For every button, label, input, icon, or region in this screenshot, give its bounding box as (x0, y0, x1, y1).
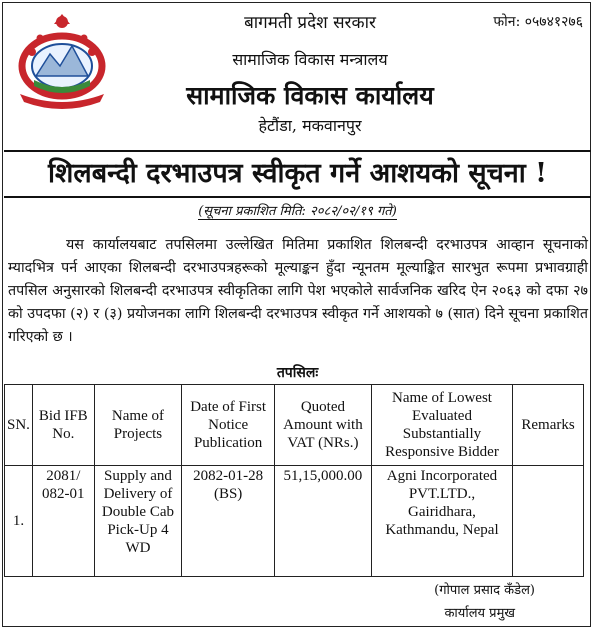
table-header-row (5, 385, 584, 466)
cell-quoted-amount: 51,15,000.00 (275, 466, 372, 577)
cell-remarks (513, 466, 584, 577)
header-lowest-bidder: Name of Lowest Evaluated Substantially Responsive Bidder (371, 385, 512, 466)
header-remarks: Remarks (513, 385, 584, 466)
header-sn: SN. (5, 385, 33, 466)
signatory-title: कार्यालय प्रमुख (444, 606, 515, 621)
ministry-name: सामाजिक विकास मन्त्रालय (232, 50, 388, 69)
table-label: तपसिलः (276, 365, 319, 381)
details-table (4, 384, 584, 577)
cell-bid-ifb-no: 2081/ 082-01 (32, 466, 94, 577)
notice-body: यस कार्यालयबाट तपसिलमा उल्लेखित मितिमा प्रकाशित शिलबन्दी दरभाउपत्र आव्हान सूचनाको म्यादभित्र पर्न आएका शिलबन्दी दरभाउपत्रहरूको मूल्याङ्कन हुँदा न्यूनतम मूल्याङ्कित सारभुत रूपमा प्रभावग्राही तपसिल अनुसारको शिलबन्दी दरभाउपत्र स्वीकृतिका लागि पेश भएकोले सार्वजनिक खरिद ऐन २०६३ को दफा २७ को उपदफा (२) र (३) प्रयोजनका लागि शिलबन्दी दरभाउपत्र स्वीकृत गर्ने आशयको ७ (सात) दिने सूचना प्रकाशित गरिएको छ । (8, 237, 588, 345)
header-project-name: Name of Projects (94, 385, 182, 466)
phone-number: फोन: ०५७४१२७६ (493, 14, 583, 30)
cell-project-name: Supply and Delivery of Double Cab Pick-Up 4 WD (94, 466, 182, 577)
signatory-name: (गोपाल प्रसाद कँडेल) (434, 583, 535, 598)
header-bid-ifb-no: Bid IFB No. (32, 385, 94, 466)
published-date: (सूचना प्रकाशित मिति: २०८२/०२/१९ गते) (198, 204, 397, 219)
government-name: बागमती प्रदेश सरकार (244, 13, 376, 33)
notice-title: शिलबन्दी दरभाउपत्र स्वीकृत गर्ने आशयको सूचना ! (4, 150, 591, 198)
cell-sn: 1. (5, 466, 33, 577)
table-row (5, 466, 584, 577)
cell-notice-date: 2082-01-28 (BS) (182, 466, 275, 577)
office-address: हेटौंडा, मकवानपुर (258, 116, 362, 135)
cell-lowest-bidder: Agni Incorporated PVT.LTD., Gairidhara, Kathmandu, Nepal (371, 466, 512, 577)
office-name: सामाजिक विकास कार्यालय (186, 81, 434, 110)
header-notice-date: Date of First Notice Publication (182, 385, 275, 466)
header-quoted-amount: Quoted Amount with VAT (NRs.) (275, 385, 372, 466)
